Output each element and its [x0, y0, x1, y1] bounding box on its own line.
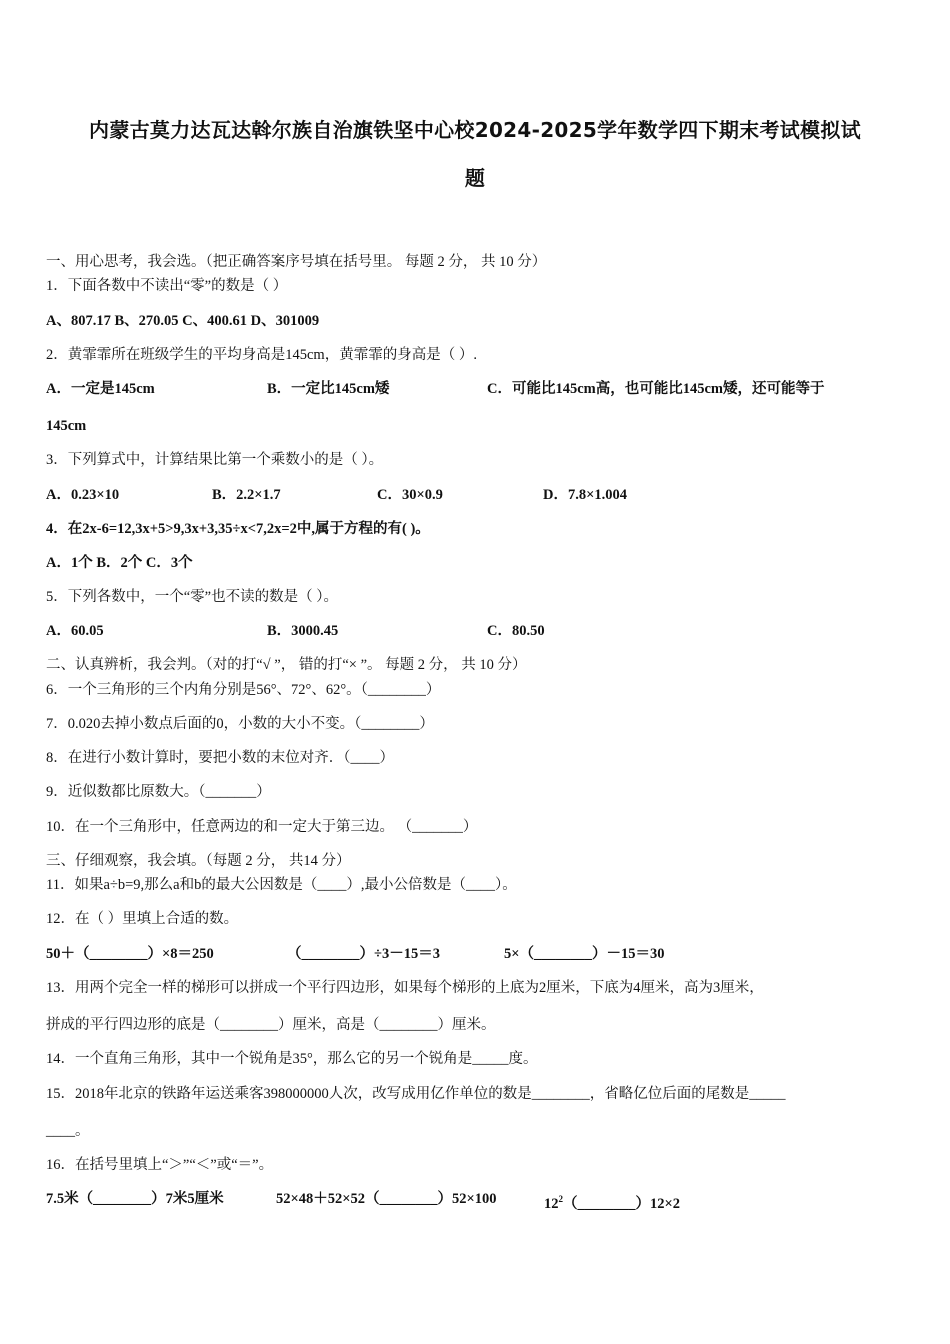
question-15: 15．2018年北京的铁路年运送乘客398000000人次，改写成用亿作单位的数是________，省略亿位后面的尾数是_____ [46, 1086, 786, 1102]
question-12-item-c: 5×（________）－15＝30 [504, 946, 665, 962]
question-2-option-c-continued: 145cm [46, 418, 87, 434]
question-16-item-c [544, 1189, 680, 1214]
question-2-option-a: A．一定是145cm [46, 381, 155, 397]
question-3-option-d: D．7.8×1.004 [543, 487, 627, 503]
question-16-item-c-exponent: 2 [558, 1194, 563, 1204]
question-5-option-a: A．60.05 [46, 623, 104, 639]
question-3-option-c: C．30×0.9 [377, 487, 443, 503]
question-6: 6．一个三角形的三个内角分别是56°、72°、62°。（________） [46, 682, 441, 698]
question-3-option-a: A．0.23×10 [46, 487, 120, 503]
question-2: 2．黄霏霏所在班级学生的平均身高是145cm，黄霏霏的身高是（ ）. [46, 347, 477, 363]
question-3-option-b: B．2.2×1.7 [212, 487, 281, 503]
question-2-option-b: B．一定比145cm矮 [267, 381, 390, 397]
question-13: 13．用两个完全一样的梯形可以拼成一个平行四边形，如果每个梯形的上底为2厘米，下底为4厘米，高为3厘米， [46, 980, 764, 996]
question-9: 9．近似数都比原数大。（_______） [46, 784, 271, 800]
page-title: 内蒙古莫力达瓦达斡尔族自治旗铁坚中心校2024-2025学年数学四下期末考试模拟试 [89, 118, 861, 142]
question-5-option-c: C．80.50 [487, 623, 545, 639]
question-7: 7．0.020去掉小数点后面的0，小数的大小不变。（________） [46, 716, 434, 732]
question-8: 8．在进行小数计算时，要把小数的末位对齐．（____） [46, 750, 394, 766]
question-16-item-c-rest: （________）12×2 [563, 1195, 681, 1212]
page-title-continued: 题 [464, 166, 486, 190]
question-5: 5．下列各数中，一个“零”也不读的数是（ ）。 [46, 589, 338, 605]
question-1-options: A、807.17 B、270.05 C、400.61 D、301009 [46, 313, 320, 329]
question-16-item-c-base: 12 [544, 1195, 559, 1212]
question-1: 1．下面各数中不读出“零”的数是（ ） [46, 278, 288, 294]
section-1-heading: 一、用心思考，我会选。（把正确答案序号填在括号里。 每题 2 分， 共 10 分） [46, 254, 547, 270]
section-3-heading: 三、仔细观察，我会填。（每题 2 分， 共14 分） [46, 853, 351, 869]
question-15-continued: ____。 [46, 1123, 90, 1139]
question-14: 14．一个直角三角形，其中一个锐角是35°，那么它的另一个锐角是_____度。 [46, 1051, 538, 1067]
question-12-item-a: 50＋（________）×8＝250 [46, 946, 214, 962]
question-10: 10．在一个三角形中，任意两边的和一定大于第三边。 （_______） [46, 819, 478, 835]
question-13-continued: 拼成的平行四边形的底是（________）厘米，高是（________）厘米。 [46, 1017, 496, 1033]
question-4-options: A．1个 B．2个 C．3个 [46, 555, 193, 571]
question-3: 3．下列算式中，计算结果比第一个乘数小的是（ ）。 [46, 452, 384, 468]
question-16-item-b: 52×48＋52×52（________）52×100 [276, 1191, 497, 1207]
question-5-option-b: B．3000.45 [267, 623, 339, 639]
question-11: 11．如果a÷b=9,那么a和b的最大公因数是（____）,最小公倍数是（____）。 [46, 877, 517, 893]
question-2-option-c: C．可能比145cm高，也可能比145cm矮，还可能等于 [487, 381, 825, 397]
section-2-heading: 二、认真辨析，我会判。（对的打“√ ”， 错的打“× ”。 每题 2 分， 共 10 分） [46, 657, 527, 673]
question-4: 4．在2x-6=12,3x+5>9,3x+3,35÷x<7,2x=2中,属于方程的有( )。 [46, 521, 430, 537]
question-12: 12．在（ ）里填上合适的数。 [46, 911, 239, 927]
question-12-item-b: （________）÷3－15＝3 [287, 946, 440, 962]
question-16: 16．在括号里填上“＞”“＜”或“＝”。 [46, 1157, 274, 1173]
question-16-item-a: 7.5米（________）7米5厘米 [46, 1191, 224, 1207]
